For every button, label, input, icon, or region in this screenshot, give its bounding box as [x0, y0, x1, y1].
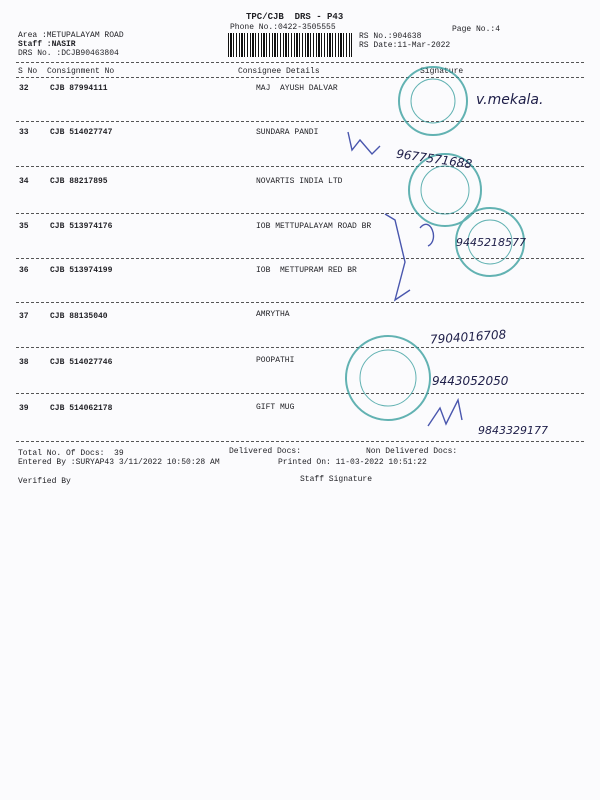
row-consignment: CJB 87994111	[50, 84, 108, 93]
row-consignment: CJB 88135040	[50, 312, 108, 321]
row-consignment: CJB 514027747	[50, 128, 113, 137]
row-sno: 36	[19, 266, 29, 275]
row-consignment: CJB 513974176	[50, 222, 113, 231]
row-consignment: CJB 514027746	[50, 358, 113, 367]
col-consignee: Consignee Details	[238, 67, 320, 76]
entered-by: Entered By :SURYAP43 3/11/2022 10:50:28 AM	[18, 458, 220, 467]
signature-stroke-39	[428, 400, 462, 426]
row-consignee: IOB METTUPALAYAM ROAD BR	[256, 222, 372, 231]
handwritten-phone: 9677571688	[395, 146, 473, 172]
row-sno: 34	[19, 177, 29, 186]
row-consignee: GIFT MUG	[256, 403, 295, 412]
row-sno: 35	[19, 222, 29, 231]
row-consignee: POOPATHI	[256, 356, 295, 365]
row-sno: 38	[19, 358, 29, 367]
row-consignee: NOVARTIS INDIA LTD	[256, 177, 343, 186]
stamp-circle-4	[346, 336, 430, 420]
col-sno: S No	[18, 67, 38, 76]
row-consignee: IOB METTUPRAM RED BR	[256, 266, 357, 275]
row-sno: 37	[19, 312, 29, 321]
handwritten-phone: 9443052050	[432, 374, 509, 388]
col-signature: Signature	[420, 67, 464, 76]
delivered-docs: Delivered Docs:	[229, 447, 302, 456]
staff-field: Staff :NASIR	[18, 40, 76, 49]
printed-on: Printed On: 11-03-2022 10:51:22	[278, 458, 427, 467]
signature-stroke-33	[348, 132, 380, 154]
handwritten-signature: v.mekala.	[476, 92, 544, 108]
rs-date: RS Date:11-Mar-2022	[359, 41, 451, 50]
document-title: TPC/CJB DRS - P43	[246, 12, 344, 22]
phone-number: Phone No.:0422-3505555	[230, 23, 336, 32]
row-consignee: AMRYTHA	[256, 310, 290, 319]
page-number: Page No.:4	[452, 25, 501, 34]
handwritten-phone: 7904016708	[429, 327, 507, 347]
total-docs: Total No. Of Docs: 39	[18, 449, 124, 458]
row-consignment: CJB 513974199	[50, 266, 113, 275]
rs-number: RS No.:904638	[359, 32, 422, 41]
row-consignment: CJB 514062178	[50, 404, 113, 413]
row-consignee: SUNDARA PANDI	[256, 128, 319, 137]
row-consignment: CJB 88217895	[50, 177, 108, 186]
verified-by: Verified By	[18, 477, 71, 486]
row-consignee: MAJ AYUSH DALVAR	[256, 84, 338, 93]
row-sno: 33	[19, 128, 29, 137]
non-delivered-docs: Non Delivered Docs:	[366, 447, 458, 456]
area-field: Area :METUPALAYAM ROAD	[18, 31, 124, 40]
handwritten-phone: 9843329177	[478, 424, 548, 437]
stamp-circle-1	[399, 67, 467, 135]
row-sno: 32	[19, 84, 29, 93]
row-sno: 39	[19, 404, 29, 413]
drs-number: DRS No. :DCJB90463804	[18, 49, 119, 58]
col-consignment: Consignment No	[47, 67, 115, 76]
signature-stroke-35	[385, 214, 433, 300]
handwritten-phone: 9445218577	[456, 236, 526, 249]
staff-signature-label: Staff Signature	[300, 475, 373, 484]
